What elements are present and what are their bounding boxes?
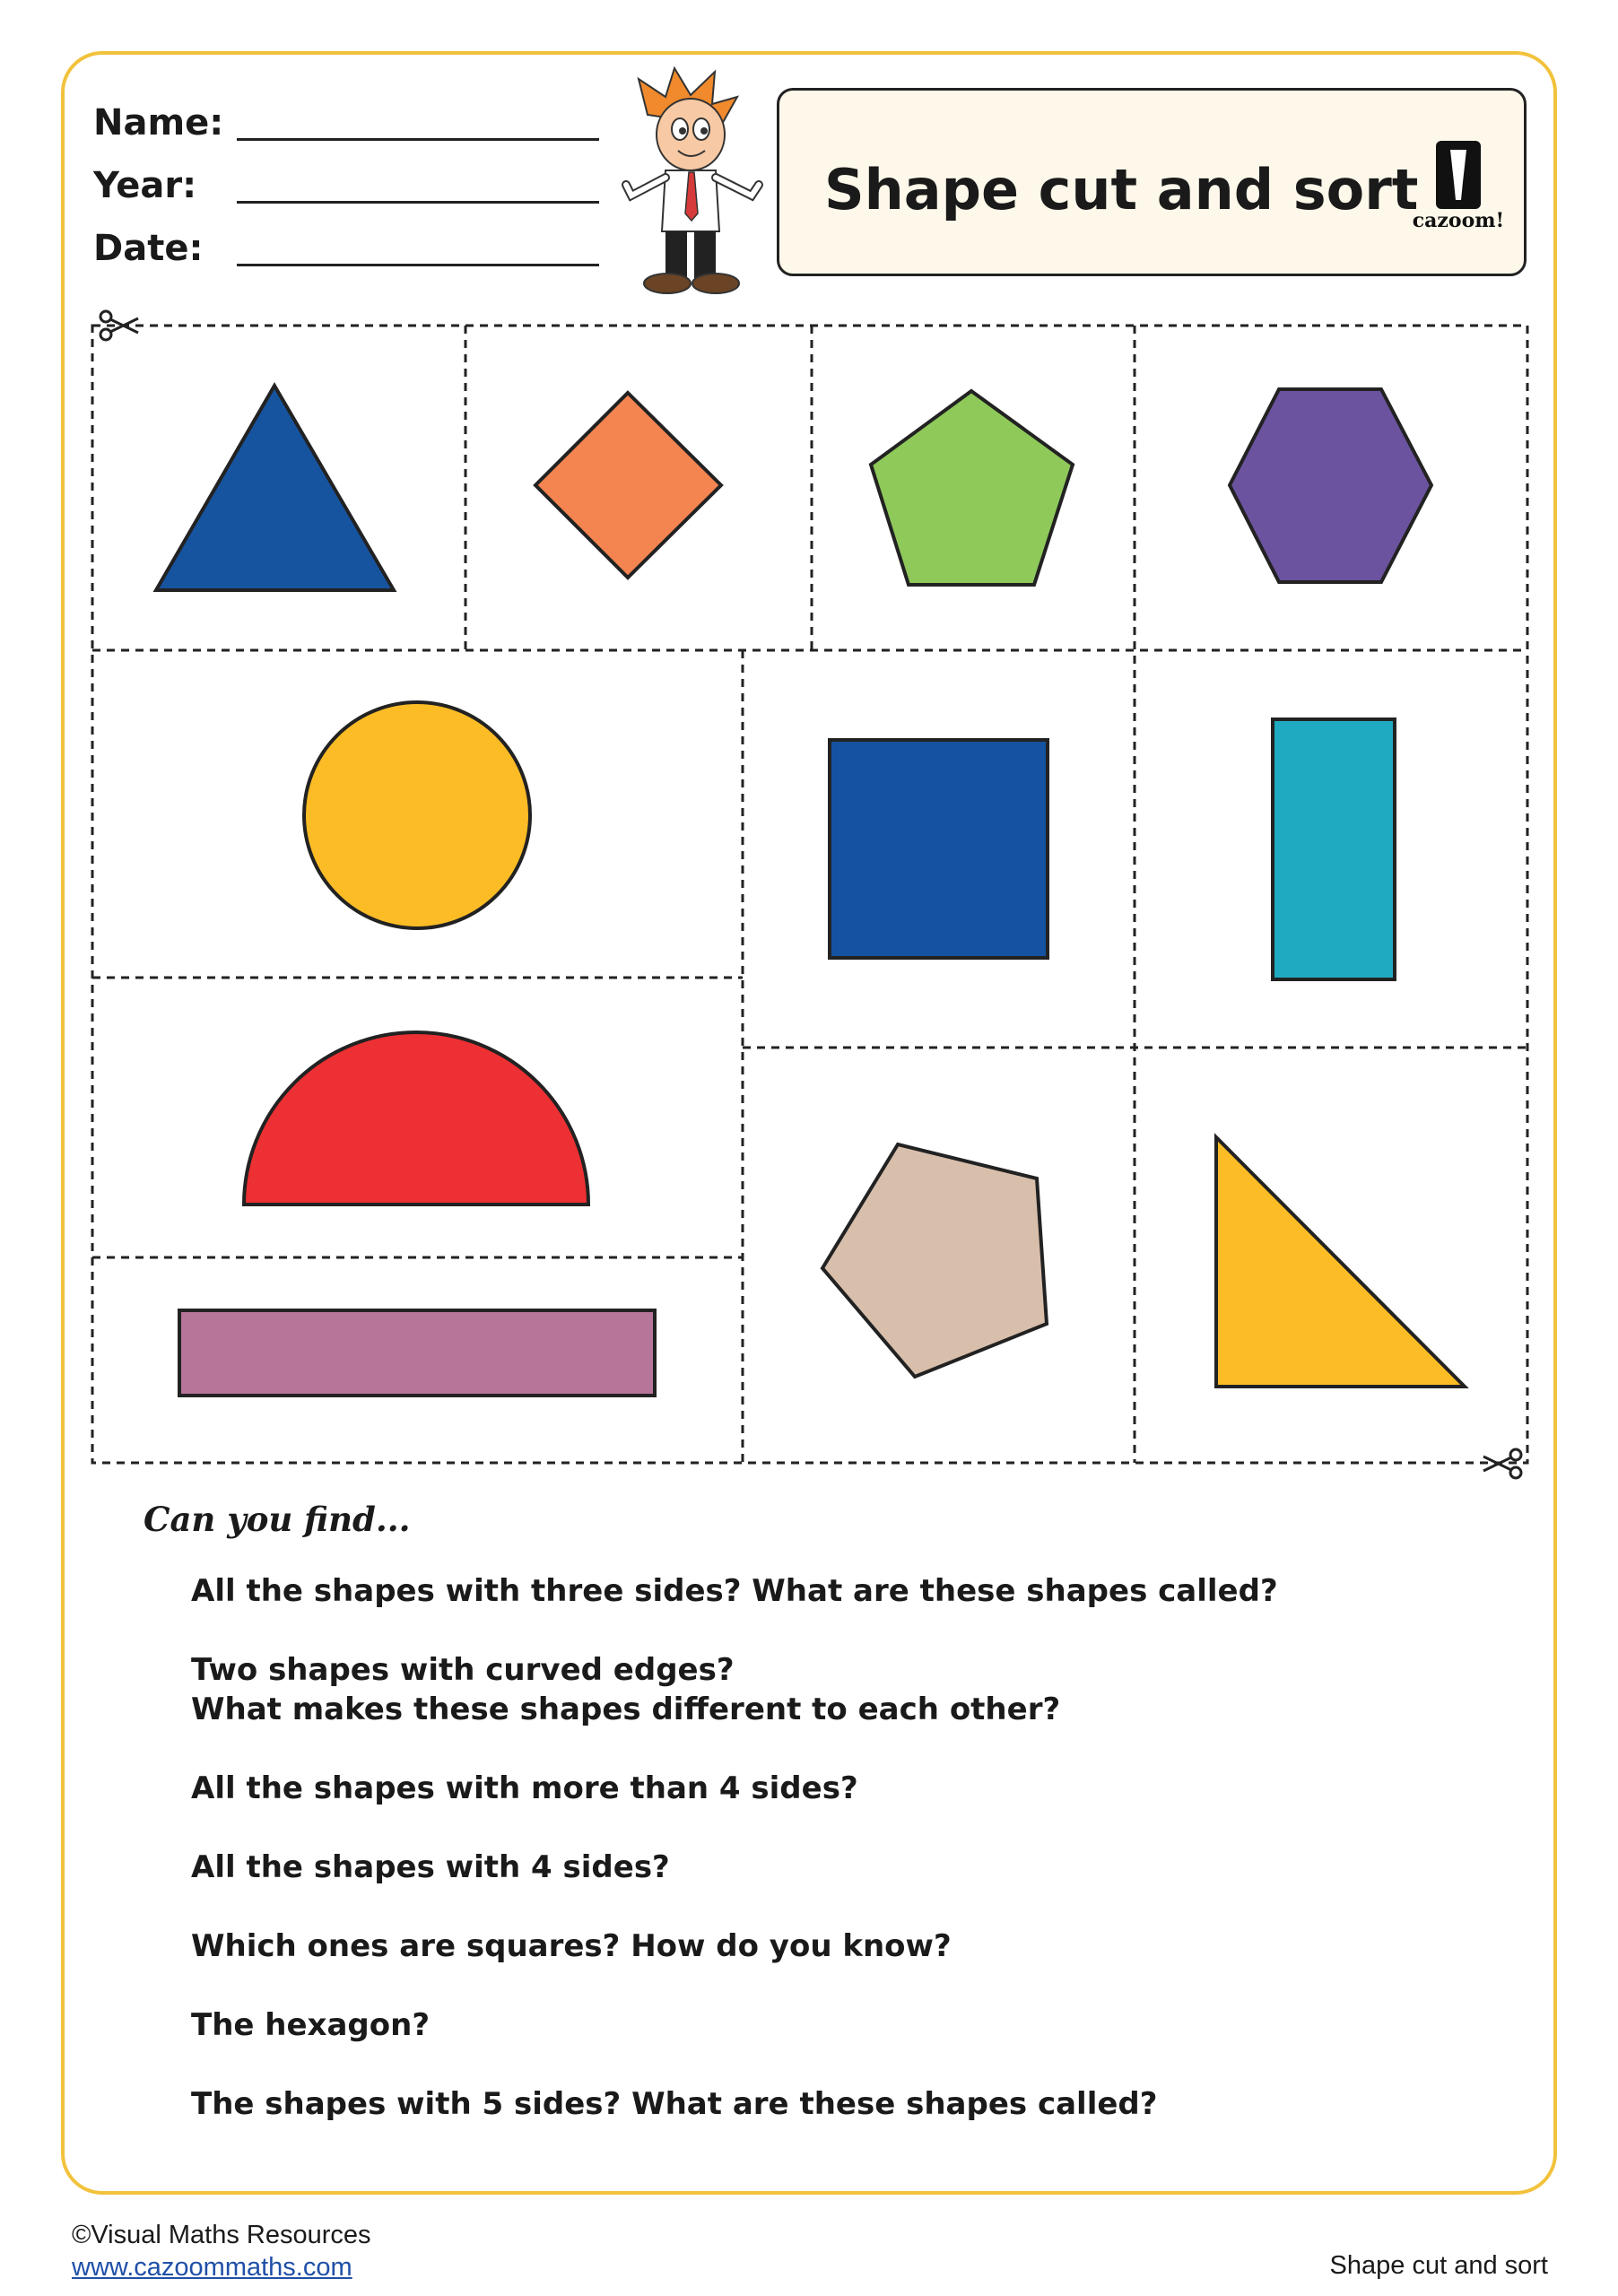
name-label: Name:	[93, 102, 224, 144]
yellow-circle	[304, 702, 530, 928]
scissors-icon	[99, 309, 142, 342]
question-item: All the shapes with 4 sides?	[191, 1849, 670, 1885]
teal-rectangle	[1273, 719, 1395, 979]
question-item: The hexagon?	[191, 2007, 431, 2043]
red-semicircle	[244, 1032, 588, 1205]
worksheet-title: Shape cut and sort	[824, 157, 1419, 222]
footer-worksheet-name: Shape cut and sort	[1329, 2251, 1548, 2280]
logo-text: cazoom!	[1412, 209, 1505, 232]
copyright-text: ©Visual Maths Resources	[72, 2221, 371, 2249]
mauve-rectangle	[179, 1310, 655, 1396]
date-label: Date:	[93, 228, 204, 269]
questions-heading: Can you find...	[144, 1500, 411, 1539]
beige-pentagon	[822, 1144, 1047, 1377]
orange-diamond	[535, 393, 721, 578]
website-link[interactable]: www.cazoommaths.com	[72, 2253, 352, 2282]
question-item: The shapes with 5 sides? What are these shapes called?	[191, 2086, 1158, 2122]
blue-square	[830, 740, 1048, 958]
question-item: All the shapes with more than 4 sides?	[191, 1770, 858, 1806]
blue-triangle	[156, 386, 394, 590]
question-item: All the shapes with three sides? What are these shapes called?	[191, 1573, 1278, 1609]
year-label: Year:	[93, 165, 197, 206]
scissors-icon	[1480, 1448, 1523, 1480]
green-pentagon	[871, 391, 1073, 585]
question-item: Which ones are squares? How do you know?	[191, 1928, 952, 1964]
question-item: Two shapes with curved edges?	[191, 1652, 735, 1688]
yellow-right-triangle	[1216, 1137, 1465, 1387]
question-item: What makes these shapes different to each other?	[191, 1692, 1061, 1727]
purple-hexagon	[1230, 389, 1431, 582]
footer-left	[72, 2219, 371, 2283]
